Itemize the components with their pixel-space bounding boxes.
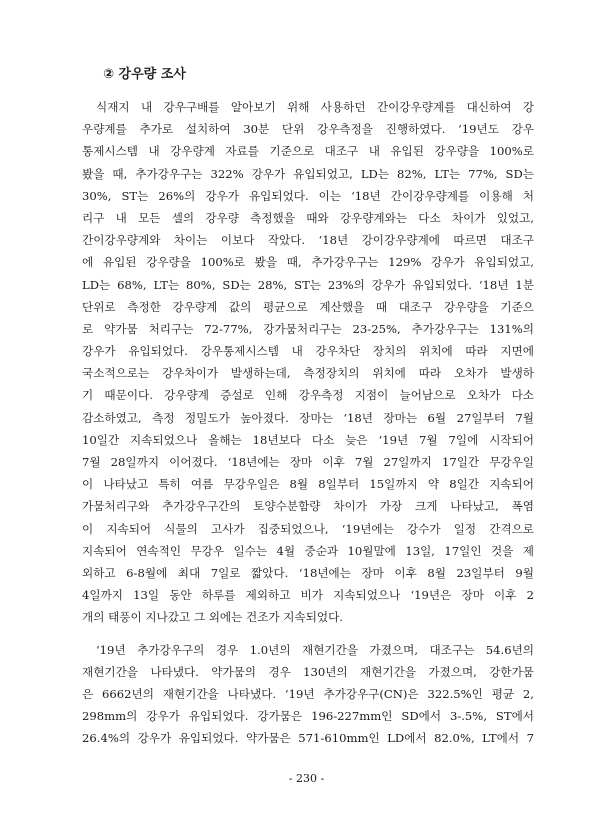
text-line: 30%, ST는 26%의 강우가 유입되었다. 이는 ‘18년 간이강우량계를 이용해 처 [82,188,534,203]
paragraph [82,96,534,629]
text-line: 단위로 측정한 강우량계 값의 평균으로 계산했을 때 대조구 강우량을 기준으 [82,299,534,314]
page-number: - 230 - [288,772,325,785]
text-line: 재현기간을 나타냈다. 약가뭄의 경우 130년의 재현기간을 가졌으며, 강한가뭄 [82,664,534,679]
text-line: 봤을 때, 추가강우구는 322% 강우가 유입되었고, LD는 82%, LT는 77%, SD는 [82,166,534,181]
text-line: 외하고 6-8월에 최대 7일로 짧았다. ‘18년에는 장마 이후 8월 23일부터 9월 [82,565,534,580]
text-line: 10일간 지속되었으나 올해는 18년보다 다소 늦은 ‘19년 7월 7일에 시작되어 [82,432,534,447]
text-line: 이 나타났고 특히 여름 무강우일은 8월 8일부터 15일까지 약 8일간 지속되어 [82,477,534,492]
text-line: 강우가 유입되었다. 강우통제시스템 내 강우차단 장치의 위치에 따라 지면에 [82,344,534,359]
text-line: 개의 태풍이 지나갔고 그 외에는 건조가 지속되었다. [82,610,343,625]
text-line: 7월 28일까지 이어졌다. ‘18년에는 장마 이후 7월 27일까지 17일간 무강우일 [82,455,534,469]
text-line: 4일까지 13일 동안 하루를 제외하고 비가 지속되었으나 ‘19년은 장마 이후 2 [82,588,534,603]
text-line: 로 약가뭄 처리구는 72-77%, 강가뭄처리구는 23-25%, 추가강우구는 131%의 [82,321,534,336]
text-line: 리구 내 모든 셀의 강우량 측정했을 때와 강우량계와는 다소 차이가 있었고, [82,210,534,225]
text-line: 298mm의 강우가 유입되었다. 강가뭄은 196-227mm인 SD에서 3-.5%, ST에서 [82,709,534,724]
text-line: 우량계를 추가로 설치하여 30분 단위 강우측정을 진행하였다. ‘19년도 강우 [82,122,534,137]
text-line: 지속되어 연속적인 무강우 일수는 4월 중순과 10월말에 13일, 17일인 것을 제 [82,543,534,558]
text-line: 이 지속되어 식물의 고사가 집중되었으나, ‘19년에는 강수가 일정 간격으로 [82,521,534,536]
text-line: 식재지 내 강우구배를 알아보기 위해 사용하던 간이강우량계를 대신하여 강 [96,100,534,114]
body-text [82,96,534,749]
text-line: 간이강우량계와 차이는 이보다 작았다. ‘18년 강이강우량계에 따르면 대조구 [82,233,534,248]
text-line: 에 유입된 강우량을 100%로 봤을 때, 추가강우구는 129% 강우가 유입되었고, [82,255,534,270]
text-line: 기 때문이다. 강우량계 증설로 인해 강우측정 지점이 늘어남으로 오차가 다소 [82,388,534,403]
text-line: 은 6662년의 재현기간을 나타냈다. ‘19년 추가강우구(CN)은 322.5%인 평균 2, [82,686,534,701]
text-line: 가뭄처리구와 추가강우구간의 토양수분함량 차이가 가장 크게 나타났고, 폭염 [82,499,534,514]
text-line: ‘19년 추가강우구의 경우 1.0년의 재현기간을 가졌으며, 대조구는 54.6년의 [96,642,534,657]
text-line: 통제시스템 내 강우량계 자료를 기준으로 대조구 내 유입된 강우량을 100%로 [82,144,534,159]
text-line: 26.4%의 강우가 유입되었다. 약가뭄은 571-610mm인 LD에서 82.0%, LT에서 7 [82,731,534,746]
text-line: LD는 68%, LT는 80%, SD는 28%, ST는 23%의 강우가 유입되었다. ‘18년 1분 [82,277,534,292]
paragraph [82,639,534,750]
text-line: 감소하였고, 측정 정밀도가 높아졌다. 장마는 ‘18년 장마는 6월 27일부터 7월 [82,410,534,425]
paragraph-gap [82,629,534,639]
text-line: 국소적으로는 강우차이가 발생하는데, 측정장치의 위치에 따라 오차가 발생하 [82,366,534,381]
section-heading: ② 강우량 조사 [103,67,186,82]
